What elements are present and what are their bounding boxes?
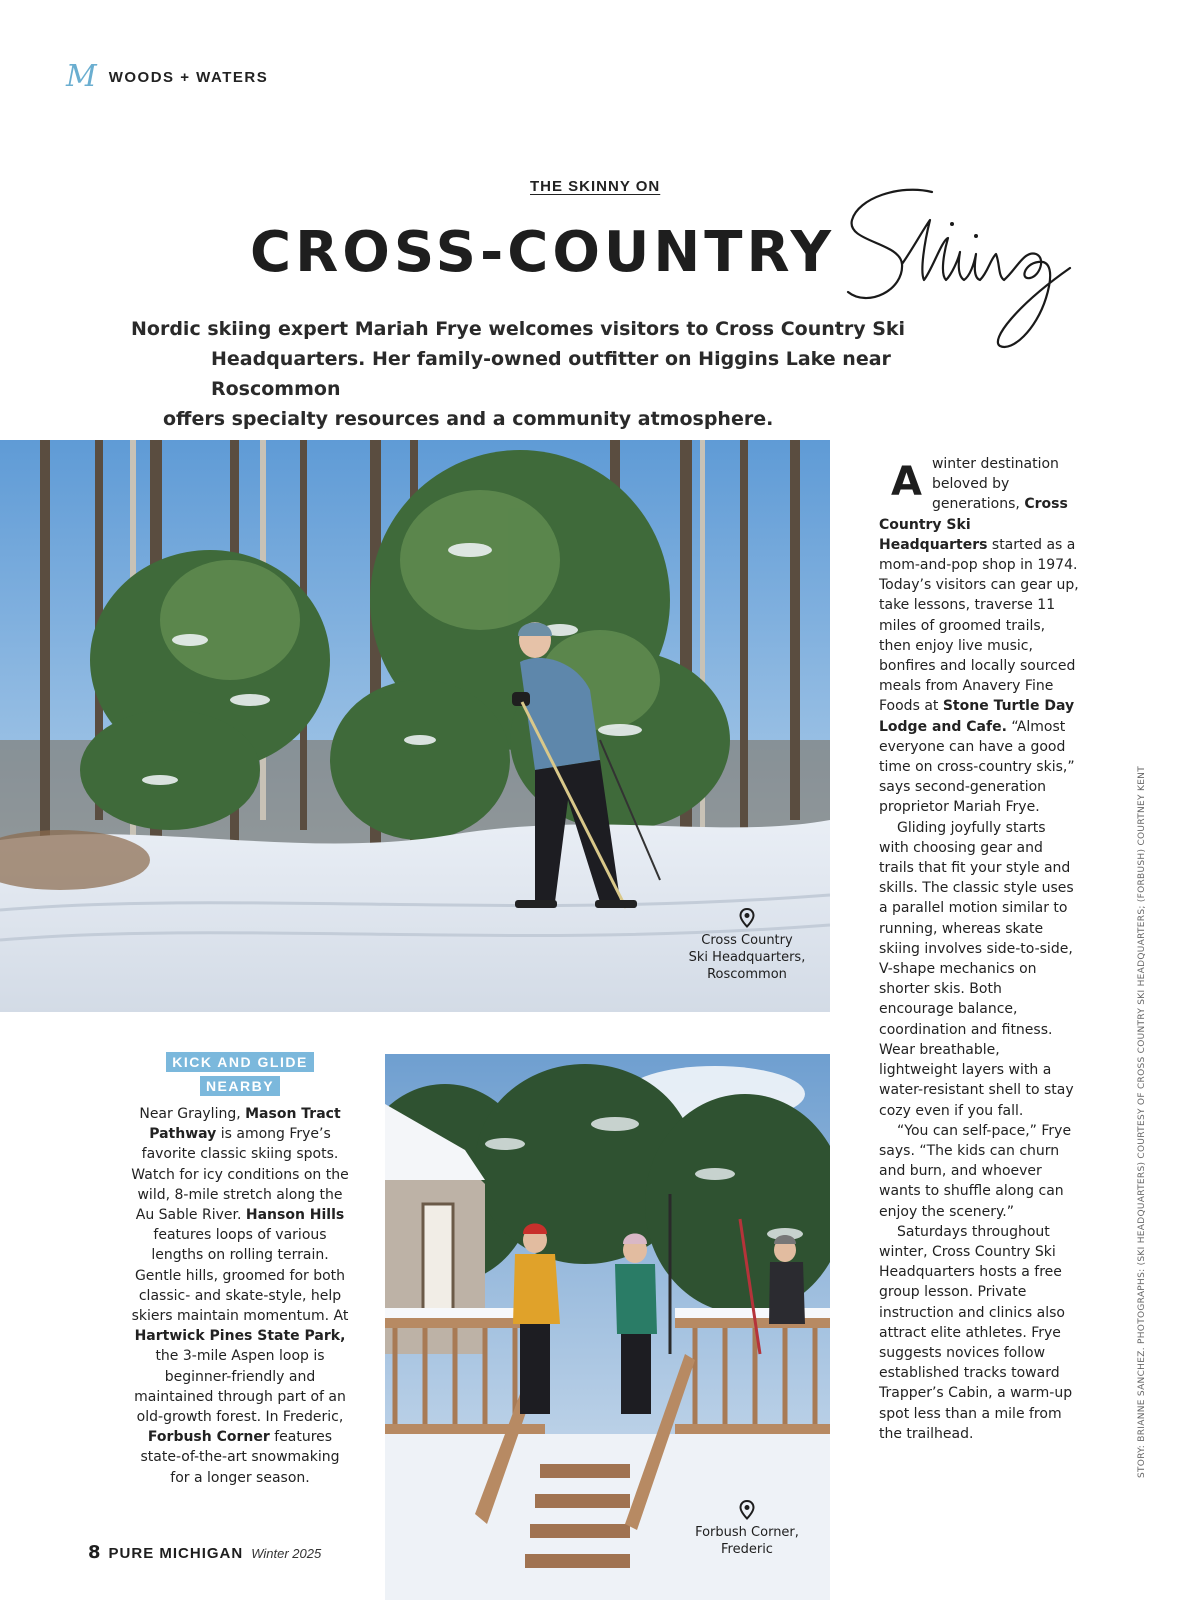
headline: CROSS-COUNTRY (250, 220, 836, 285)
sidebar-text (130, 1104, 350, 1488)
body-paragraph: Gliding joyfully starts with choosing gear and trails that fit your style and skills. The classic style uses a parallel motion similar to running, whereas skate skiing involves side-to-side, V-shape mechanics on shorter skis. Both encourage balance, coordination and fitness. Wear breathable, lightweight layers with a water-resistant shell to stay cozy even if you fall. (879, 819, 1074, 1119)
sidebar-bold-run: Hartwick Pines State Park, (134, 1328, 346, 1345)
sidebar-text-run: features state-of-the-art snowmaking for a longer season. (140, 1429, 340, 1486)
section-tag (66, 59, 269, 94)
folio (88, 1542, 321, 1563)
caption-ski-headquarters (672, 908, 822, 983)
deck-line-1: Nordic skiing expert Mariah Frye welcomes visitors to Cross Country Ski (131, 318, 906, 340)
body-text: started as a mom-and-pop shop in 1974. Today’s visitors can gear up, take lessons, traverse 11 miles of groomed trails, then enjoy live music, bonfires and locally sourced meals from Anavery Fine Foods at (879, 536, 1079, 715)
sidebar-heading-line: KICK AND GLIDE (166, 1052, 314, 1072)
body-article (879, 454, 1079, 1444)
issue-label: Winter 2025 (251, 1546, 322, 1561)
deck-line-2: Headquarters. Her family-owned outfitter on Higgins Lake near Roscommon (211, 348, 891, 400)
body-paragraph: “You can self-pace,” Frye says. “The kids can churn and burn, and whoever wants to shuffle along can enjoy the scenery.” (879, 1122, 1072, 1220)
sidebar-heading (130, 1052, 350, 1096)
caption-line: Frederic (721, 1542, 773, 1557)
caption-line: Roscommon (707, 967, 787, 982)
body-text: winter destination beloved by generations, (931, 456, 1059, 513)
sidebar-text-run: the 3-mile Aspen loop is beginner-friendly and maintained through part of an old-growth forest. In Frederic, (134, 1348, 346, 1426)
deck-line-3: offers specialty resources and a community atmosphere. (163, 408, 774, 430)
sidebar-bold-run: Forbush Corner (147, 1429, 270, 1446)
caption-line: Forbush Corner, (695, 1525, 799, 1540)
body-paragraph (879, 454, 1079, 818)
caption-forbush (672, 1500, 822, 1558)
section-label: WOODS + WATERS (108, 68, 269, 86)
location-pin-icon (739, 908, 755, 928)
sidebar-bold-run: Hanson Hills (245, 1207, 345, 1224)
drop-cap: A (891, 459, 922, 505)
photo-credit: STORY: BRIANNE SANCHEZ. PHOTOGRAPHS: (SKI HEADQUARTERS) COURTESY OF CROSS COUNTRY SKI HEADQUARTERS; (FORBUSH) COURTNEY KENT (1137, 765, 1147, 1478)
body-bold-text: Stone Turtle Day Lodge and Cafe. (879, 698, 1075, 735)
location-pin-icon (739, 1500, 755, 1520)
sidebar-text-run: features loops of various lengths on rolling terrain. Gentle hills, groomed for both classic- and skate-style, help skiers maintain momentum. At (131, 1227, 349, 1325)
page-number: 8 (88, 1542, 101, 1563)
body-text: “Almost everyone can have a good time on cross-country skis,” says second-generation proprietor Mariah Frye. (879, 718, 1075, 816)
body-bold-text: Cross Country Ski Headquarters (879, 496, 1068, 553)
deck (125, 314, 945, 434)
sidebar-text-run: Near Grayling, (139, 1106, 246, 1122)
magazine-name: PURE MICHIGAN (108, 1545, 244, 1562)
section-logo: M (66, 59, 97, 94)
caption-line: Cross Country (701, 933, 793, 948)
caption-line: Ski Headquarters, (688, 950, 806, 965)
body-paragraph: Saturdays throughout winter, Cross Country Ski Headquarters hosts a free group lesson. Private instruction and clinics also attract elite athletes. Frye suggests novices follow established tracks toward Trapper’s Cabin, a warm-up spot less than a mile from the trailhead. (879, 1223, 1073, 1442)
kicker: THE SKINNY ON (530, 178, 661, 195)
sidebar-bold-run: Mason Tract Pathway (149, 1106, 341, 1143)
sidebar-text-run: is among Frye’s favorite classic skiing spots. Watch for icy conditions on the wild, 8-mile stretch along the Au Sable River. (131, 1126, 349, 1224)
sidebar-heading-line: NEARBY (200, 1076, 280, 1096)
sidebar-nearby (130, 1052, 350, 1488)
